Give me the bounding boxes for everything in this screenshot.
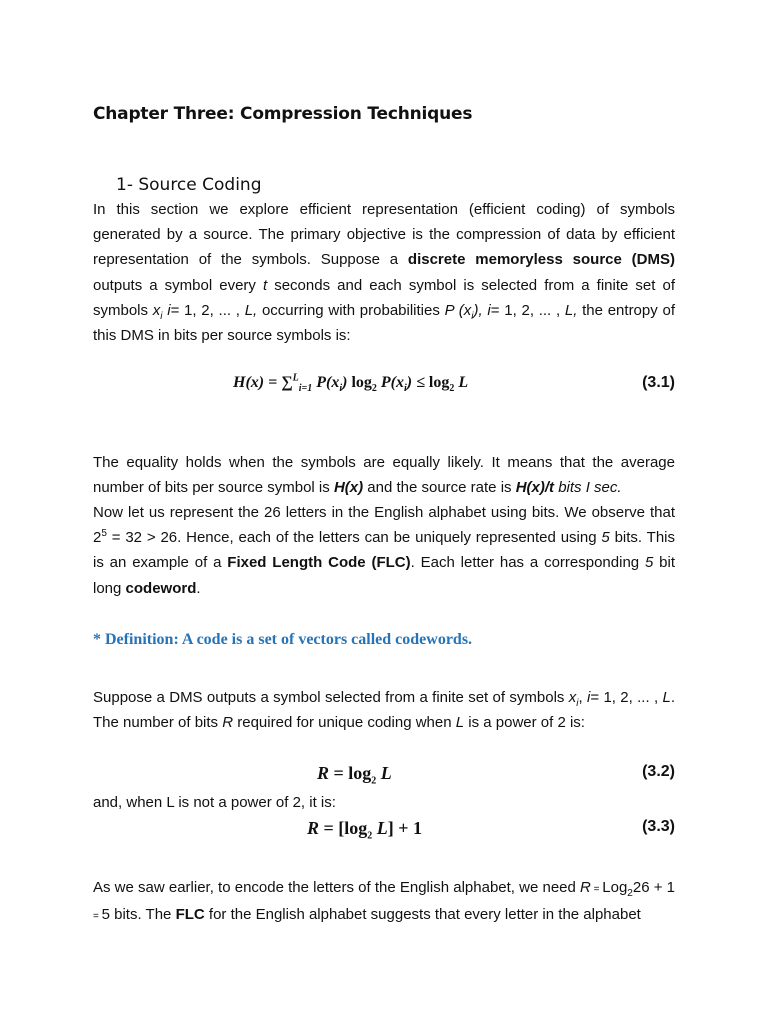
definition-line: * Definition: A code is a set of vectors called codewords. [93, 631, 473, 648]
equation-number: (3.3) [642, 818, 675, 835]
paragraph-intro: In this section we explore efficient representation (efficient coding) of symbols generated by a source. The primary objective is the compression of data by efficient representation of the symbols. Suppose a discrete memoryless source (DMS) outputs a symbol every t seconds and each symbol is selected from a finite set of symbols $x_i$ i= 1, 2, ... , L, occurring with probabilities P $(x_i)$, i= 1, 2, ... , L, the entropy of this DMS in bits per source symbols is: [93, 201, 675, 345]
paragraph-equality: The equality holds when the symbols are equally likely. It means that the average number of bits per source symbol is H(x) and the source rate is H(x)/t bits I sec. [93, 454, 675, 497]
chapter-title: Chapter Three: Compression Techniques [93, 104, 473, 124]
equation-3-1 [93, 374, 675, 400]
paragraph-bits-required: Suppose a DMS outputs a symbol selected from a finite set of symbols $x_i$, i= 1, 2, ... , L. The number of bits R required for unique coding when L is a power of 2 is: [93, 689, 675, 732]
section-title: 1- Source Coding [116, 175, 262, 195]
paragraph-flc: Now let us represent the 26 letters in the English alphabet using bits. We observe that $2^5 = 32 > 26$. Hence, each of the letters can be uniquely represented using 5 bits. This is an example of a Fixed Length Code (FLC). Each letter has a corresponding 5 bit long codeword. [93, 504, 675, 597]
equation-3-3: $R = [\log_2$ L] + 1 (3.3) [307, 818, 675, 842]
equation-number: (3.1) [642, 374, 675, 391]
paragraph-english-alphabet: As we saw earlier, to encode the letters of the English alphabet, we need R = Log$_2$26 + 1 = 5 bits. The FLC for the English alphabet suggests that every letter in the alphabet [93, 879, 675, 924]
equation-3-2: $R = \log_2 L$ (3.2) [317, 763, 675, 787]
equation-number: (3.2) [642, 763, 675, 780]
paragraph-not-power: and, when L is not a power of 2, it is: [93, 794, 336, 811]
entropy-formula: H(x) = ∑$^L_{i=1}$ $P(x_i)$ $\log_2 P(x_i) \le \log_2 L$ [233, 372, 469, 395]
